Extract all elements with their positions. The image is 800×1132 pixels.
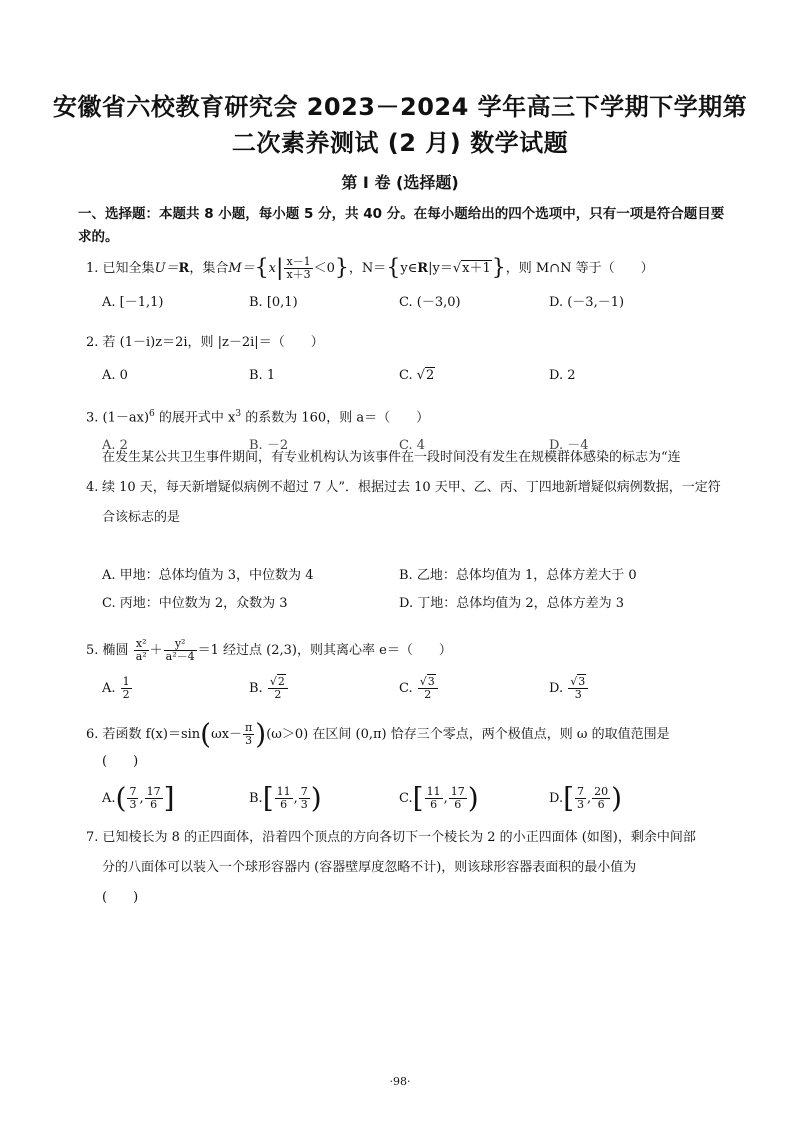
title-line-1: 安徽省六校教育研究会 2023－2024 学年高三下学期下学期第 <box>52 93 748 121</box>
question-2-option-b: B. 1 <box>249 368 276 383</box>
question-2-option-d: D. 2 <box>549 368 576 383</box>
question-5-option-d: D. $\frac{√3}{3}$ <box>549 676 589 701</box>
question-6-option-b: B.[ $\frac{11}{6}$ , $\frac{7}{3}$ ) <box>249 781 322 815</box>
question-4-option-a: A. 甲地：总体均值为 3，中位数为 4 <box>102 568 314 583</box>
question-3-option-d: D. －4 <box>549 438 589 453</box>
title-line-2: 二次素养测试 (2 月) 数学试题 <box>231 129 569 157</box>
question-6-option-c: C.[ $\frac{11}{6}$ , $\frac{17}{6}$ ) <box>399 781 479 815</box>
question-4-stem: 在发生某公共卫生事件期间，有专业机构认为该事件在一段时间没有发生在规模群体感染的标志为“连 续 10 天，每天新增疑似病例不超过 7 人”．根据过去 10 天甲、乙、丙、丁四地新增疑似病例数据，一定符 合该标志的是 <box>102 450 721 525</box>
question-1-option-a: A. [－1,1) <box>102 295 164 310</box>
question-3-option-c: C. 4 <box>399 438 426 453</box>
question-6-option-a: A.( $\frac{7}{3}$ , $\frac{17}{6}$ ] <box>102 781 175 815</box>
question-2-option-a: A. 0 <box>102 368 128 383</box>
question-4-option-c: C. 丙地：中位数为 2，众数为 3 <box>102 596 288 611</box>
question-6-stem: 6. 若函数 f(x)＝sin(ωx－ $\frac{\pi}{3}$ )(ω＞0) 在区间 (0,π) 恰存三个零点，两个极值点，则 ω 的取值范围是 <box>86 717 670 751</box>
question-3-stem: 3. $(1-ax)^6$ 的展开式中 $x^3$ 的系数为 160，则 a＝（ ） <box>86 409 430 426</box>
question-4-number: 4. <box>86 480 99 495</box>
question-4-option-b: B. 乙地：总体均值为 1，总体方差大于 0 <box>399 568 637 583</box>
question-5-option-b: B. $\frac{√2}{2}$ <box>249 676 289 701</box>
page-number: ·98· <box>389 1075 411 1088</box>
question-1-option-b: B. [0,1) <box>249 295 298 310</box>
question-6-option-d: D.[ $\frac{7}{3}$ , $\frac{20}{6}$ ) <box>549 781 623 815</box>
question-5-option-a: A. $\frac{1}{2}$ <box>102 675 130 701</box>
question-1-option-d: D. (－3,－1) <box>549 295 625 310</box>
question-4-option-d: D. 丁地：总体均值为 2，总体方差为 3 <box>399 596 625 611</box>
question-2-option-c: C. √2 <box>399 368 435 383</box>
question-3-option-b: B. －2 <box>249 438 289 453</box>
question-1-option-c: C. (－3,0) <box>399 295 461 310</box>
section-instructions: 一、选择题：本题共 8 小题，每小题 5 分，共 40 分。在每小题给出的四个选项中，只有一项是符合题目要求的。 <box>78 206 725 245</box>
question-2-stem: 2. 若 (1－i)z＝2i，则 |z－2i|＝（ ） <box>86 335 324 350</box>
part-heading: 第 I 卷 (选择题) <box>341 173 459 192</box>
question-5-stem: 5. 椭圆 $\frac{\text{x²}}{\text{a²}}$ ＋ $\frac{\text{y²}}{\text{a²－4}}$ ＝1 经过点 (2,3)，则其离心率 e＝（ ） <box>86 637 452 663</box>
question-1-stem: 1. 已知全集U＝R，集合M＝{x| $\frac{x-1}{x+3}$ ＜0}，N＝{y∈R|y＝√x＋1}，则 M∩N 等于（ ） <box>86 255 654 281</box>
question-3-option-a: A. 2 <box>102 438 128 453</box>
question-6-answer-paren: ( ) <box>102 754 139 769</box>
question-5-option-c: C. $\frac{√3}{2}$ <box>399 676 439 701</box>
question-7-stem: 7. 已知棱长为 8 的正四面体，沿着四个顶点的方向各切下一个棱长为 2 的小正四面体 (如图)，剩余中间部 分的八面体可以装入一个球形容器内 (容器壁厚度忽略不计)，则该球形容器表面积的最小值为 ( ) <box>86 830 696 905</box>
